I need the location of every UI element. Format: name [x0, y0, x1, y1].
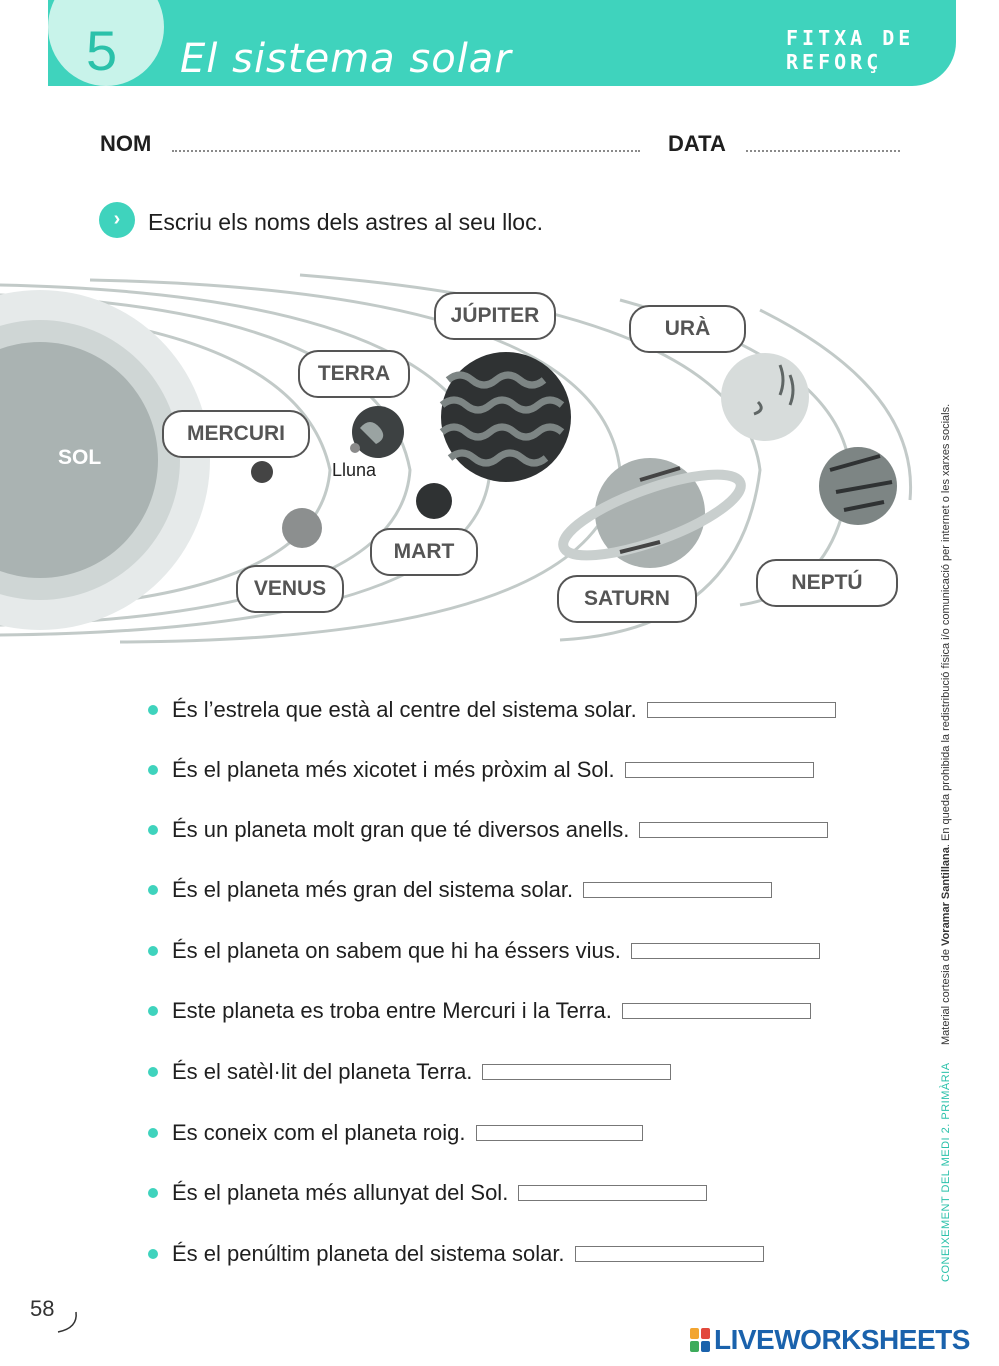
- name-label: NOM: [100, 131, 152, 156]
- question-row: [148, 1056, 671, 1088]
- sheet-type-label: [786, 26, 926, 74]
- venus-planet: [282, 508, 322, 548]
- label-saturn[interactable]: SATURN: [557, 575, 697, 623]
- sun-label: SOL: [58, 446, 102, 469]
- label-mart[interactable]: MART: [370, 528, 478, 576]
- sheet-type-line1: FITXA DE: [786, 26, 915, 50]
- question-text: És el planeta més xicotet i més pròxim al Sol.: [172, 757, 615, 782]
- question-text: Este planeta es troba entre Mercuri i la Terra.: [172, 998, 612, 1023]
- bullet-icon: [148, 1067, 158, 1077]
- bullet-icon: [148, 1249, 158, 1259]
- bullet-icon: [148, 946, 158, 956]
- question-text: Es coneix com el planeta roig.: [172, 1120, 466, 1145]
- bullet-icon: [148, 765, 158, 775]
- question-row: [148, 1177, 707, 1209]
- liveworksheets-icon: [690, 1328, 710, 1352]
- question-row: [148, 694, 836, 726]
- page-title: El sistema solar: [180, 36, 512, 82]
- sun: [0, 290, 210, 630]
- page-number: 58: [30, 1296, 55, 1321]
- moon-label: Lluna: [332, 460, 377, 480]
- saturn-planet: [555, 458, 749, 572]
- copyright-brand: Voramar Santillana: [940, 847, 952, 946]
- chevron-right-icon: ›: [99, 202, 135, 238]
- subject-label: CONEIXEMENT DEL MEDI 2. PRIMÀRIA: [940, 1062, 952, 1282]
- question-text: És el planeta on sabem que hi ha éssers vius.: [172, 938, 621, 963]
- name-field[interactable]: [172, 150, 640, 152]
- answer-input[interactable]: [639, 822, 828, 838]
- question-row: [148, 1238, 764, 1270]
- bullet-icon: [148, 1128, 158, 1138]
- date-field[interactable]: [746, 150, 900, 152]
- label-neptu[interactable]: NEPTÚ: [756, 559, 898, 607]
- date-label: DATA: [668, 131, 726, 156]
- moon: [350, 443, 360, 453]
- question-row: [148, 935, 820, 967]
- unit-number: 5: [86, 19, 118, 82]
- answer-input[interactable]: [631, 943, 820, 959]
- label-jupiter[interactable]: JÚPITER: [434, 292, 556, 340]
- mars-planet: [416, 483, 452, 519]
- question-text: És el planeta més allunyat del Sol.: [172, 1180, 509, 1205]
- jupiter-planet: [441, 352, 571, 482]
- answer-input[interactable]: [476, 1125, 643, 1141]
- question-text: És el satèl·lit del planeta Terra.: [172, 1059, 473, 1084]
- question-row: [148, 995, 811, 1027]
- answer-input[interactable]: [625, 762, 814, 778]
- question-row: [148, 1117, 643, 1149]
- label-mercuri[interactable]: MERCURI: [162, 410, 310, 458]
- question-row: [148, 874, 772, 906]
- copyright-suffix: . En queda prohibida la redistribució física i/o comunicació per internet o les xarxes socials.: [940, 403, 952, 848]
- copyright-prefix: Material cortesia de: [940, 945, 952, 1045]
- label-ura[interactable]: URÀ: [629, 305, 746, 353]
- question-text: És el penúltim planeta del sistema solar.: [172, 1241, 565, 1266]
- sheet-type-line2: REFORÇ: [786, 50, 883, 74]
- bullet-icon: [148, 1188, 158, 1198]
- instruction-text: Escriu els noms dels astres al seu lloc.: [148, 209, 543, 235]
- neptune-planet: [819, 447, 897, 525]
- mercury-planet: [251, 461, 273, 483]
- answer-input[interactable]: [583, 882, 772, 898]
- page-corner-mark: [56, 1310, 82, 1336]
- label-venus[interactable]: VENUS: [236, 565, 344, 613]
- question-text: És un planeta molt gran que té diversos anells.: [172, 817, 630, 842]
- solar-system-diagram: [0, 270, 920, 650]
- answer-input[interactable]: [622, 1003, 811, 1019]
- bullet-icon: [148, 825, 158, 835]
- question-row: [148, 814, 828, 846]
- liveworksheets-logo[interactable]: [690, 1324, 970, 1356]
- answer-input[interactable]: [647, 702, 836, 718]
- copyright-notice: [940, 404, 952, 1045]
- answer-input[interactable]: [575, 1246, 764, 1262]
- bullet-icon: [148, 705, 158, 715]
- label-terra[interactable]: TERRA: [298, 350, 410, 398]
- brand-name: LIVEWORKSHEETS: [714, 1324, 970, 1355]
- bullet-icon: [148, 885, 158, 895]
- answer-input[interactable]: [482, 1064, 671, 1080]
- answer-input[interactable]: [518, 1185, 707, 1201]
- bullet-icon: [148, 1006, 158, 1016]
- uranus-planet: [721, 353, 809, 441]
- question-text: És l’estrela que està al centre del sistema solar.: [172, 697, 637, 722]
- question-text: És el planeta més gran del sistema solar.: [172, 877, 574, 902]
- question-row: [148, 754, 814, 786]
